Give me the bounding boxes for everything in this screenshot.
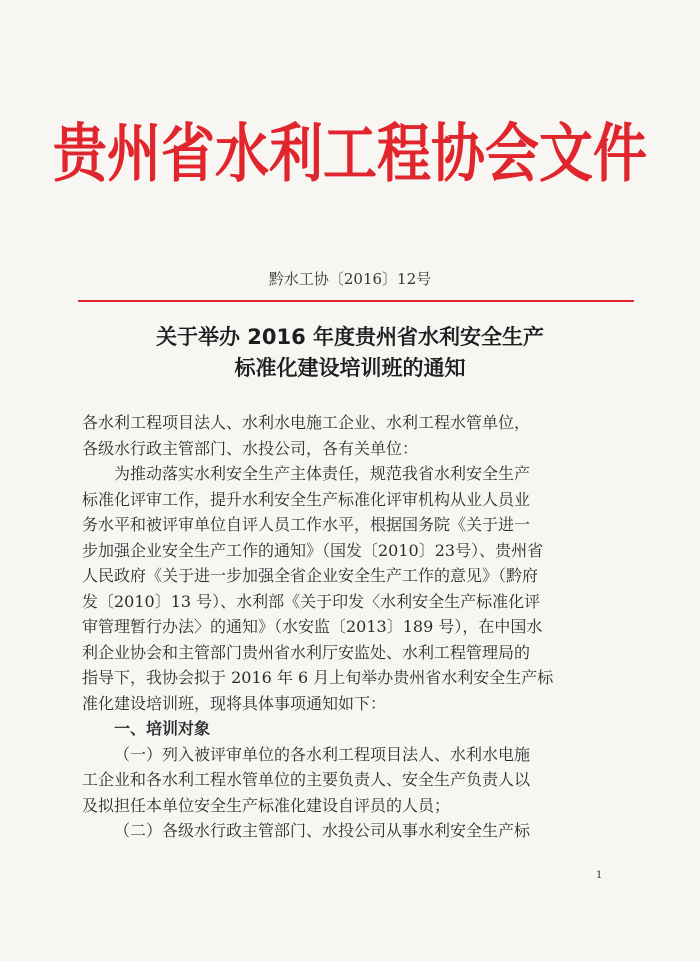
notice-subject	[0, 322, 700, 384]
list-item-line: 及拟担任本单位安全生产标准化建设自评员的人员；	[82, 795, 451, 815]
paragraph-line: 指导下，我协会拟于 2016 年 6 月上旬举办贵州省水利安全生产标	[82, 668, 554, 687]
paragraph-line: 审管理暂行办法〉的通知》（水安监〔2013〕189 号），在中国水	[82, 617, 543, 636]
subject-line-2: 标准化建设培训班的通知	[234, 356, 466, 380]
addressee-line-1: 各水利工程项目法人、水利水电施工企业、水利工程水管单位，	[82, 413, 531, 432]
page-number: 1	[596, 870, 603, 881]
paragraph-line: 为推动落实水利安全生产主体责任，规范我省水利安全生产	[114, 464, 531, 483]
paragraph-line: 人民政府《关于进一步加强全省企业安全生产工作的意见》（黔府	[82, 566, 539, 585]
section-heading-training-targets: 一、培训对象	[114, 719, 211, 738]
red-divider-rule	[78, 300, 634, 302]
subject-line-1: 关于举办 2016 年度贵州省水利安全生产	[155, 325, 545, 349]
paragraph-line: 步加强企业安全生产工作的通知》（国发〔2010〕23号）、贵州省	[82, 540, 544, 560]
addressee-line-2: 各级水行政主管部门、水投公司，各有关单位：	[82, 438, 419, 458]
paragraph-line: 务水平和被评审单位自评人员工作水平，根据国务院《关于进一	[82, 515, 531, 534]
paragraph-line: 标准化评审工作，提升水利安全生产标准化评审机构从业人员业	[82, 489, 531, 509]
paragraph-line: 利企业协会和主管部门贵州省水利厅安监处、水利工程管理局的	[82, 642, 531, 662]
list-item-line: 工企业和各水利工程水管单位的主要负责人、安全生产负责人以	[82, 770, 531, 789]
paragraph-line: 发〔2010〕13 号）、水利部《关于印发〈水利安全生产标准化评	[82, 591, 541, 611]
paragraph-line: 准化建设培训班，现将具体事项通知如下：	[82, 693, 387, 713]
document-number: 黔水工协〔2016〕12号	[268, 270, 432, 288]
notice-body	[82, 410, 622, 844]
list-item-line: （二）各级水行政主管部门、水投公司从事水利安全生产标	[114, 821, 531, 840]
list-item-line: （一）列入被评审单位的各水利工程项目法人、水利水电施	[114, 744, 531, 764]
red-header-title: 贵州省水利工程协会文件	[53, 115, 647, 191]
